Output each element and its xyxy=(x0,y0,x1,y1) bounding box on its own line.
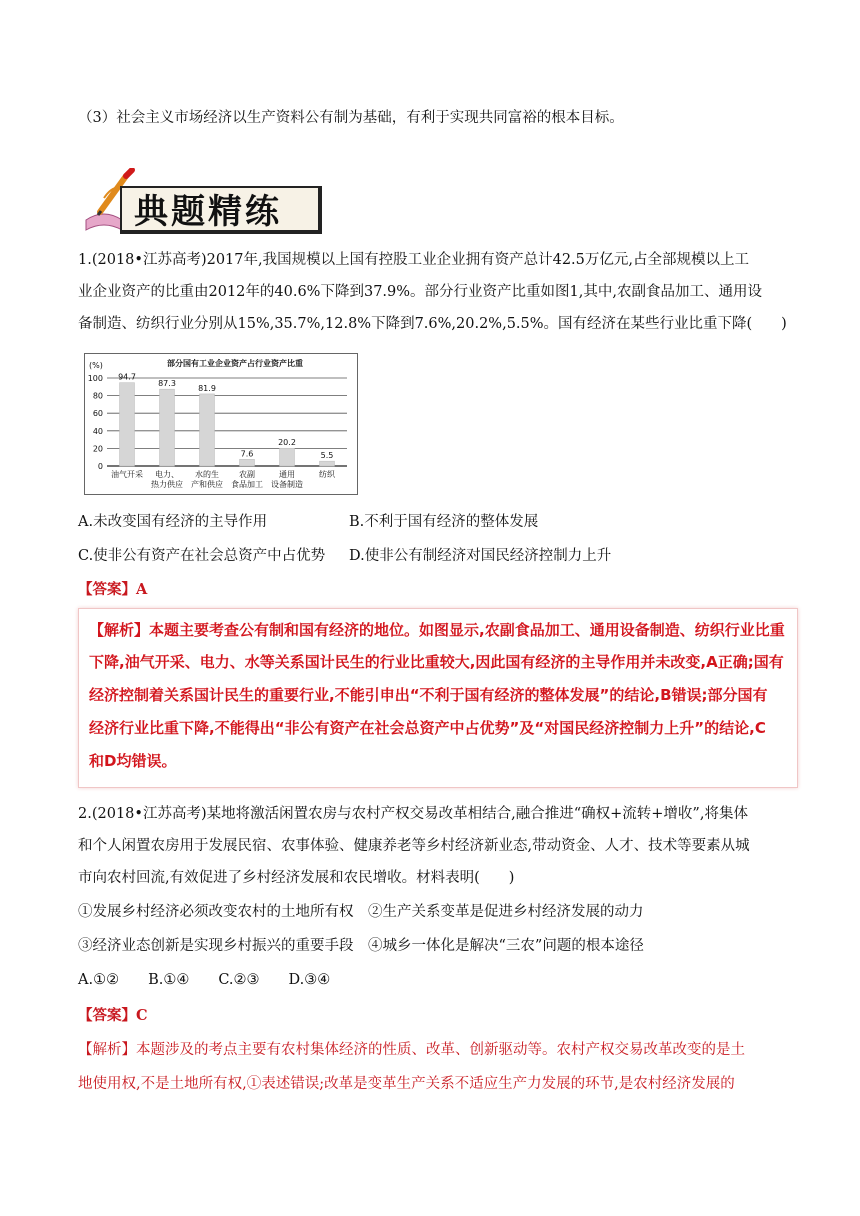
chart-data-label: 7.6 xyxy=(240,449,254,459)
q1-analysis-box xyxy=(78,608,798,788)
chart-x-tick-label: 产和供应 xyxy=(191,480,223,489)
chart-data-label: 81.9 xyxy=(198,383,216,393)
section-banner xyxy=(82,168,322,234)
chart-x-tick-label: 纺织 xyxy=(319,470,335,479)
figure-1-chart xyxy=(84,353,358,495)
chart-y-tick-label: 20 xyxy=(92,444,103,454)
chart-data-label: 87.3 xyxy=(158,379,176,389)
chart-x-tick-label: 水的生 xyxy=(195,470,219,479)
banner-title: 典题精练 xyxy=(134,192,282,232)
q1-analysis-line-5: 和D均错误。 xyxy=(89,752,177,770)
q1-option-c: C.使非公有资产在社会总资产中占优势 xyxy=(78,548,326,564)
q1-option-d: D.使非公有制经济对国民经济控制力上升 xyxy=(349,548,612,564)
chart-title: 部分国有工业企业资产占行业资产比重 xyxy=(167,359,303,368)
q1-option-a: A.未改变国有经济的主导作用 xyxy=(78,514,268,530)
q2-options: A.①② B.①④ C.②③ D.③④ xyxy=(78,972,331,988)
q1-answer: 【答案】A xyxy=(78,581,148,598)
q1-stem-line-1: 1.(2018•江苏高考)2017年,我国规模以上国有控股工业企业拥有资产总计42.5万亿元,占全部规模以上工 xyxy=(78,252,750,268)
chart-bar xyxy=(200,394,215,466)
q2-answer: 【答案】C xyxy=(78,1007,148,1024)
chart-data-label: 20.2 xyxy=(278,438,296,448)
q2-stem-line-1: 2.(2018•江苏高考)某地将激活闲置农房与农村产权交易改革相结合,融合推进“确权+流转+增收”,将集体 xyxy=(78,806,748,822)
q2-analysis-line-1: 【解析】本题涉及的考点主要有农村集体经济的性质、改革、创新驱动等。农村产权交易改革改变的是土 xyxy=(78,1042,745,1058)
chart-bar xyxy=(280,448,295,466)
chart-x-tick-label: 电力、 xyxy=(155,470,179,479)
chart-data-label: 94.7 xyxy=(118,372,136,382)
chart-y-tick-label: 100 xyxy=(87,374,103,383)
q1-stem-line-3: 备制造、纺织行业分别从15%,35.7%,12.8%下降到7.6%,20.2%,5.5%。国有经济在某些行业比重下降( ) xyxy=(78,316,787,332)
chart-bar xyxy=(120,383,135,466)
chart-data-label: 5.5 xyxy=(320,451,334,461)
chart-x-tick-label: 农副 xyxy=(239,470,255,479)
chart-x-tick-label: 食品加工 xyxy=(231,480,263,489)
chart-x-tick-label: 通用 xyxy=(279,470,295,479)
bar-chart xyxy=(85,354,357,494)
q2-stem-line-3: 市向农村回流,有效促进了乡村经济发展和农民增收。材料表明( ) xyxy=(78,870,515,886)
q1-option-b: B.不利于国有经济的整体发展 xyxy=(349,514,539,530)
chart-bar xyxy=(240,459,255,466)
q1-stem-line-2: 业企业资产的比重由2012年的40.6%下降到37.9%。部分行业资产比重如图1,其中,农副食品加工、通用设 xyxy=(78,284,762,300)
q2-analysis-line-2: 地使用权,不是土地所有权,①表述错误;改革是变革生产关系不适应生产力发展的环节,是农村经济发展的 xyxy=(78,1076,735,1092)
q1-analysis-line-1: 【解析】本题主要考查公有制和国有经济的地位。如图显示,农副食品加工、通用设备制造、纺织行业比重 xyxy=(89,621,785,639)
chart-bar xyxy=(160,389,175,466)
chart-x-tick-label: 设备制造 xyxy=(271,480,303,489)
chart-y-tick-label: 0 xyxy=(97,462,103,471)
q1-analysis-line-3: 经济控制着关系国计民生的重要行业,不能引申出“不利于国有经济的整体发展”的结论,B错误;部分国有 xyxy=(89,686,768,704)
chart-y-tick-label: 60 xyxy=(92,409,103,419)
q2-stem-line-2: 和个人闲置农房用于发展民宿、农事体验、健康养老等乡村经济新业态,带动资金、人才、技术等要素从城 xyxy=(78,838,750,854)
q2-statements-1-2: ①发展乡村经济必须改变农村的土地所有权 ②生产关系变革是促进乡村经济发展的动力 xyxy=(78,904,644,920)
q1-analysis-line-2: 下降,油气开采、电力、水等关系国计民生的行业比重较大,因此国有经济的主导作用并未改变,A正确;国有 xyxy=(89,653,784,671)
intro-line: （3）社会主义市场经济以生产资料公有制为基础，有利于实现共同富裕的根本目标。 xyxy=(78,110,624,126)
chart-y-tick-label: 40 xyxy=(92,426,103,436)
q1-analysis-line-4: 经济行业比重下降,不能得出“非公有资产在社会总资产中占优势”及“对国民经济控制力上升”的结论,C xyxy=(89,719,766,737)
chart-bar xyxy=(320,461,335,466)
chart-x-tick-label: 油气开采 xyxy=(111,470,143,479)
chart-x-tick-label: 热力供应 xyxy=(151,480,183,489)
chart-y-unit: (%) xyxy=(89,361,103,370)
q2-statements-3-4: ③经济业态创新是实现乡村振兴的重要手段 ④城乡一体化是解决“三农”问题的根本途径 xyxy=(78,938,644,954)
chart-y-tick-label: 80 xyxy=(92,391,103,401)
